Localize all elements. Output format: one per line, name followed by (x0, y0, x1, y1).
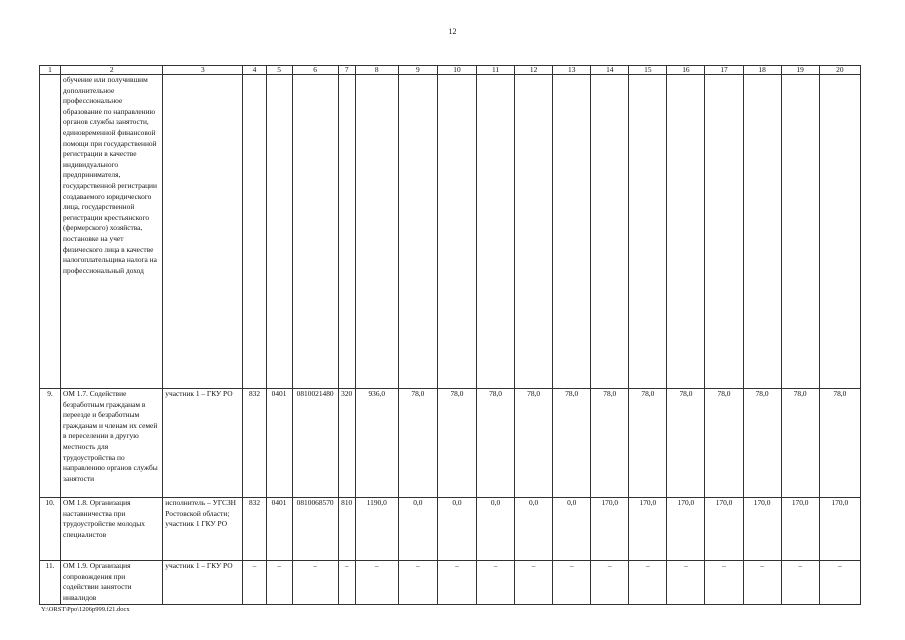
cell-value: 78,0 (437, 389, 476, 498)
cell-value: 78,0 (629, 389, 667, 498)
cell-value (591, 75, 629, 389)
cell-value: – (667, 561, 705, 605)
column-number: 9 (398, 66, 437, 75)
column-number: 16 (667, 66, 705, 75)
column-number: 11 (477, 66, 515, 75)
cell-value (553, 75, 591, 389)
executor: участник 1 – ГКУ РО (163, 389, 243, 498)
cell-value: 78,0 (515, 389, 553, 498)
cell-value: 170,0 (591, 498, 629, 561)
cell-value: 320 (338, 389, 355, 498)
event-name: ОМ 1.7. Содействие безработным гражданам в переезде и безработным гражданам и членам их семей в переселении в другую местность для трудоустройства по направлению органов службы занятости (61, 389, 163, 498)
cell-value: 78,0 (743, 389, 781, 498)
cell-value: 832 (243, 498, 266, 561)
cell-value (437, 75, 476, 389)
program-table (39, 65, 861, 605)
column-number: 17 (705, 66, 743, 75)
column-number: 18 (743, 66, 781, 75)
event-name: обучение или получившим дополнительное профессиональное образование по направлению органов службы занятости, единовременной финансовой помощи при государственной регистрации в качестве индивидуального предпринимателя, государственной регистрации создаваемого юридического лица, государственной регистрации крестьянского (фермерского) хозяйства, постановке на учет физического лица в качестве налогоплательщика налога на профессиональный доход (61, 75, 163, 389)
event-name: ОМ 1.8. Организация наставничества при трудоустройстве молодых специалистов (61, 498, 163, 561)
column-number: 10 (437, 66, 476, 75)
cell-value (398, 75, 437, 389)
row-index: 10. (40, 498, 61, 561)
cell-value (515, 75, 553, 389)
cell-value: 170,0 (667, 498, 705, 561)
cell-value: 810 (338, 498, 355, 561)
column-number: 3 (163, 66, 243, 75)
cell-value: – (437, 561, 476, 605)
cell-value: 0,0 (553, 498, 591, 561)
column-number: 2 (61, 66, 163, 75)
cell-value: 0401 (266, 498, 292, 561)
cell-value: – (781, 561, 819, 605)
cell-value: – (398, 561, 437, 605)
page-number: 12 (448, 27, 457, 36)
cell-value: – (629, 561, 667, 605)
column-number: 12 (515, 66, 553, 75)
cell-value: 0,0 (515, 498, 553, 561)
cell-value: – (338, 561, 355, 605)
cell-value (819, 75, 860, 389)
cell-value: 936,0 (355, 389, 398, 498)
cell-value: 78,0 (819, 389, 860, 498)
column-number: 15 (629, 66, 667, 75)
column-number: 13 (553, 66, 591, 75)
column-number: 6 (292, 66, 338, 75)
cell-value: 78,0 (591, 389, 629, 498)
cell-value: – (243, 561, 266, 605)
column-number: 4 (243, 66, 266, 75)
cell-value (629, 75, 667, 389)
cell-value: 832 (243, 389, 266, 498)
cell-value: 78,0 (477, 389, 515, 498)
table-row (40, 561, 861, 605)
cell-value: – (292, 561, 338, 605)
event-name: ОМ 1.9. Организация сопровождения при содействии занятости инвалидов (61, 561, 163, 605)
cell-value: 170,0 (629, 498, 667, 561)
cell-value (667, 75, 705, 389)
cell-value (338, 75, 355, 389)
row-index: 11. (40, 561, 61, 605)
cell-value (243, 75, 266, 389)
cell-value: – (553, 561, 591, 605)
cell-value: 78,0 (667, 389, 705, 498)
cell-value: 78,0 (781, 389, 819, 498)
cell-value: 1190,0 (355, 498, 398, 561)
cell-value: 170,0 (819, 498, 860, 561)
cell-value: 170,0 (705, 498, 743, 561)
cell-value: – (591, 561, 629, 605)
cell-value (477, 75, 515, 389)
cell-value: – (515, 561, 553, 605)
cell-value (292, 75, 338, 389)
cell-value (743, 75, 781, 389)
file-path-footer: Y:\ORST\Ppo\1206p999.f21.docx (41, 606, 130, 613)
row-index (40, 75, 61, 389)
column-number: 1 (40, 66, 61, 75)
column-number: 20 (819, 66, 860, 75)
cell-value: – (266, 561, 292, 605)
cell-value: – (477, 561, 515, 605)
cell-value (781, 75, 819, 389)
cell-value (266, 75, 292, 389)
column-number: 8 (355, 66, 398, 75)
cell-value: 0401 (266, 389, 292, 498)
cell-value: 78,0 (553, 389, 591, 498)
table-row (40, 498, 861, 561)
cell-value: 78,0 (398, 389, 437, 498)
cell-value (705, 75, 743, 389)
cell-value: – (819, 561, 860, 605)
row-index: 9. (40, 389, 61, 498)
cell-value: 170,0 (743, 498, 781, 561)
column-number: 14 (591, 66, 629, 75)
cell-value: – (355, 561, 398, 605)
cell-value: 0,0 (437, 498, 476, 561)
executor: исполнитель – УГСЗН Ростовской области; участник 1 ГКУ РО (163, 498, 243, 561)
cell-value: – (743, 561, 781, 605)
cell-value: – (705, 561, 743, 605)
table-row (40, 389, 861, 498)
cell-value: 78,0 (705, 389, 743, 498)
table-row (40, 75, 861, 389)
column-number: 19 (781, 66, 819, 75)
column-number: 7 (338, 66, 355, 75)
cell-value: 0,0 (398, 498, 437, 561)
executor (163, 75, 243, 389)
cell-value: 0810021480 (292, 389, 338, 498)
column-number: 5 (266, 66, 292, 75)
column-number-row (40, 66, 861, 75)
cell-value: 0810068570 (292, 498, 338, 561)
executor: участник 1 – ГКУ РО (163, 561, 243, 605)
cell-value: 170,0 (781, 498, 819, 561)
cell-value (355, 75, 398, 389)
cell-value: 0,0 (477, 498, 515, 561)
